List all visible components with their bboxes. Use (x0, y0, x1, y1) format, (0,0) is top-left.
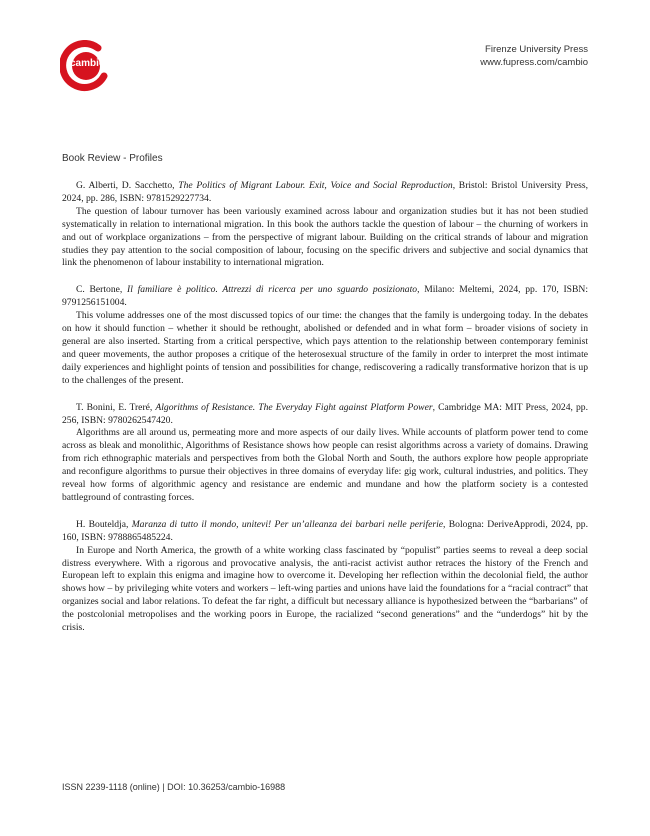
reviews-list (62, 180, 588, 649)
review-entry (62, 519, 588, 635)
publisher-name: Firenze University Press (485, 44, 588, 55)
review-citation: T. Bonini, E. Treré, Algorithms of Resistance. The Everyday Fight against Platform Power, Cambridge MA: MIT Press, 2024, pp. 256, ISBN: 9780262547420. (62, 401, 588, 426)
book-title: Algorithms of Resistance. The Everyday Fight against Platform Power (155, 401, 433, 413)
cambio-logo (60, 40, 112, 92)
review-body: This volume addresses one of the most discussed topics of our time: the changes that the family is undergoing today. In the debates on how it should function – whether it should be rethought, abolished or defended and in what form – broader visions of society in general are also inserted. Starting from a critical perspective, which pays attention to the relationship between contemporary feminist and queer movements, the author proposes a critique of the heterosexual structure of the family in order to interpret the most intimate daily experiences and highlight points of tension and possibilities for change, rediscovering a radically transformative horizon that is up to the challenges of the present. (62, 310, 588, 386)
review-citation: G. Alberti, D. Sacchetto, The Politics of Migrant Labour. Exit, Voice and Social Reproduction, Bristol: Bristol University Press, 2024, pp. 286, ISBN: 9781529227734. (62, 180, 588, 204)
footer-issn-doi: ISSN 2239-1118 (online) | DOI: 10.36253/cambio-16988 (62, 782, 286, 792)
review-citation: H. Bouteldja, Maranza di tutto il mondo, unitevi! Per un’alleanza dei barbari nelle periferie, Bologna: DeriveApprodi, 2024, pp. 160, ISBN: 9788865485224. (62, 518, 588, 543)
review-entry (62, 284, 588, 387)
review-entry (62, 402, 588, 505)
logo-text: cambio (70, 58, 106, 69)
book-title: Il familiare è politico. Attrezzi di ricerca per uno sguardo posizionato (127, 284, 418, 296)
review-body: The question of labour turnover has been variously examined across labour and organization studies but it has not been studied systematically in relation to international migration. In this book the authors tackle the question of labour – the churning of workers in and out of workplace organizations – from the perspective of migrant labour. Building on the critical strands of labour and migration studies they pay attention to the social composition of labour, focusing on the specific drivers and subjective and social dynamics that link the phenomenon of labour instability to international migration. (62, 205, 588, 269)
publisher-url[interactable]: www.fupress.com/cambio (480, 57, 588, 68)
review-body: In Europe and North America, the growth of a white working class fascinated by “populist” parties seems to reveal a deep social distress everywhere. With a rigorous and provocative analysis, the anti-racist activist author retraces the history of the French and European left to explain this enigma and imagine how to overcome it. Developing her reflection within the decolonial field, the author shows how – by privileging white voters and workers – left-wing parties and unions have laid the foundations for a “racial contract” that organizes social and labor relations. To defeat the far right, a difficult but necessary alliance is hypothesized between the “barbarians” of the postcolonial metropolises and the working poors in Europe, the racialized “second generations” and the “underdogs” hit by the crisis. (62, 544, 588, 634)
book-title: Maranza di tutto il mondo, unitevi! Per un’alleanza dei barbari nelle periferie (131, 518, 444, 530)
section-label: Book Review - Profiles (62, 153, 163, 164)
review-citation: C. Bertone, Il familiare è politico. Attrezzi di ricerca per uno sguardo posizionato, Milano: Meltemi, 2024, pp. 170, ISBN: 9791256151004. (62, 284, 588, 309)
book-title: The Politics of Migrant Labour. Exit, Voice and Social Reproduction (178, 180, 453, 191)
review-entry (62, 180, 588, 270)
publisher-info (480, 43, 588, 69)
review-body: Algorithms are all around us, permeating more and more aspects of our daily lives. While accounts of platform power tend to come across as bleak and monolithic, Algorithms of Resistance shows how people can resist algorithms across a variety of domains. Drawing from rich ethnographic materials and perspectives from both the Global North and South, the authors explore how people appropriate and reconfigure algorithms to pursue their objectives in three domains of everyday life: gig work, cultural industries, and politics. They reveal how forms of algorithmic agency and resistance are endemic and mundane and how the platform society is a contested battleground of contrasting forces. (62, 427, 588, 503)
